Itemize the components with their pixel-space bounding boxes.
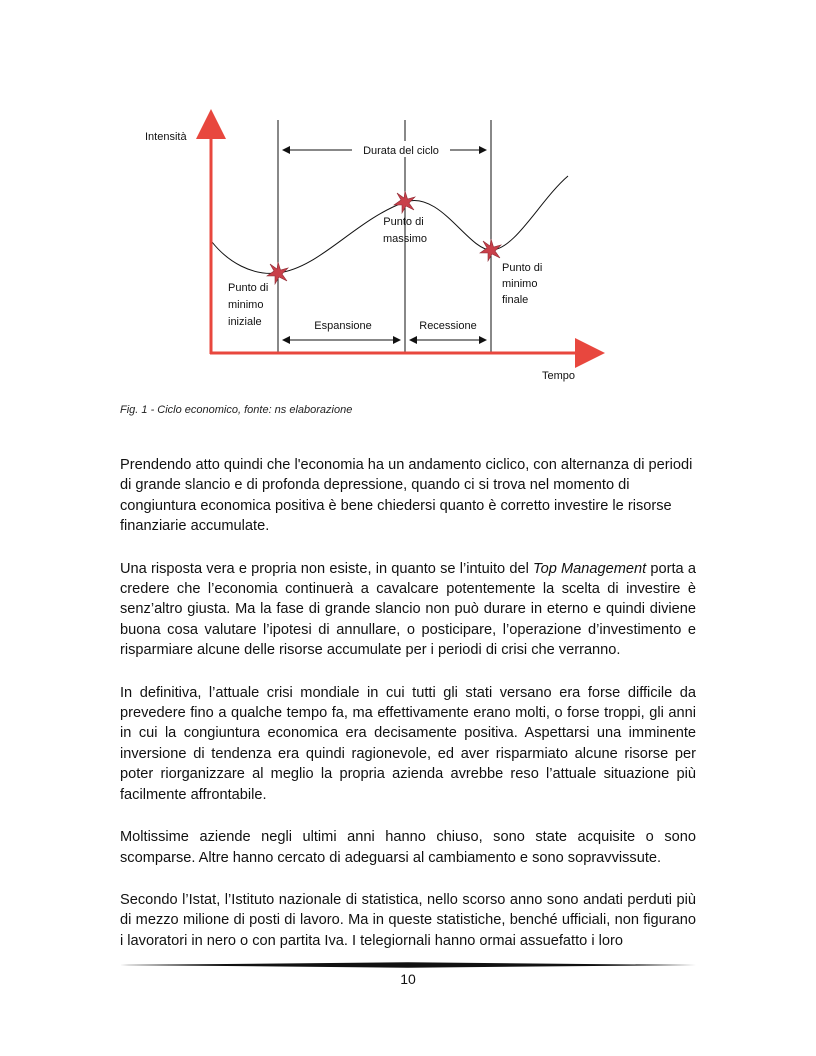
paragraph-1: Prendendo atto quindi che l'economia ha un andamento ciclico, con alternanza di periodi di grande slancio e di profonda depressione, quando ci si trova nel momento di congiuntura economica positiva è bene chiedersi quanto è corretto investire le risorse finanziarie accumulate. — [120, 457, 693, 535]
body-text — [120, 455, 696, 973]
expansion-label: Espansione — [314, 320, 372, 332]
economic-cycle-diagram — [0, 0, 816, 400]
final-min-label: Punto di minimo finale — [502, 262, 543, 306]
paragraph-2-before: Una risposta vera e propria non esiste, in quanto se l’intuito del — [120, 560, 534, 577]
initial-min-label: Punto di minimo iniziale — [228, 282, 269, 328]
page-number: 10 — [400, 971, 416, 987]
cycle-duration-label: Durata del ciclo — [363, 145, 439, 157]
peak-label: Punto di massimo — [382, 216, 428, 245]
economic-cycle-figure — [0, 0, 816, 400]
paragraph-4: Moltissime aziende negli ultimi anni hanno chiuso, sono state acquisite o sono scomparse. Altre hanno cercato di adeguarsi al cambiamento e sono sopravvissute. — [120, 829, 696, 866]
paragraph-2 — [120, 559, 696, 661]
top-management-emphasis: Top Management — [533, 560, 647, 577]
paragraph-5: Secondo l’Istat, l’Istituto nazionale di statistica, nello scorso anno sono andati perduti più di mezzo milione di posti di lavoro. Ma in queste statistiche, benché ufficiali, non figurano i lavoratori in nero o con partita Iva. I telegiornali hanno ormai assuefatto i loro — [120, 891, 696, 949]
footer-rule — [120, 962, 696, 968]
figure-caption: Fig. 1 - Ciclo economico, fonte: ns elaborazione — [120, 404, 353, 416]
paragraph-3: In definitiva, l’attuale crisi mondiale in cui tutti gli stati versano era forse difficile da prevedere fino a qualche tempo fa, ma effettivamente erano molti, o forse troppi, gli anni in cui la congiuntura economica era decisamente positiva. Aspettarsi una imminente inversione di tendenza era quindi ragionevole, ed aver risparmiato alcune risorse per poter riorganizzare al meglio la propria azienda avrebbe reso l’attuale situazione più facilmente affrontabile. — [120, 684, 696, 803]
paragraph-2-after: porta a credere che l’economia continuerà a cavalcare potentemente la scelta di investire è senz’altro giusta. Ma la fase di grande slancio non può durare in eterno e quindi diviene buona cosa valutare l’ipotesi di annullare, o posticipare, l’operazione d’investimento e risparmiare alcune delle risorse accumulate per i periodi di crisi che verranno. — [120, 560, 696, 659]
recession-label: Recessione — [419, 320, 477, 332]
x-axis-label: Tempo — [542, 370, 576, 382]
y-axis-label: Intensità — [145, 131, 187, 143]
